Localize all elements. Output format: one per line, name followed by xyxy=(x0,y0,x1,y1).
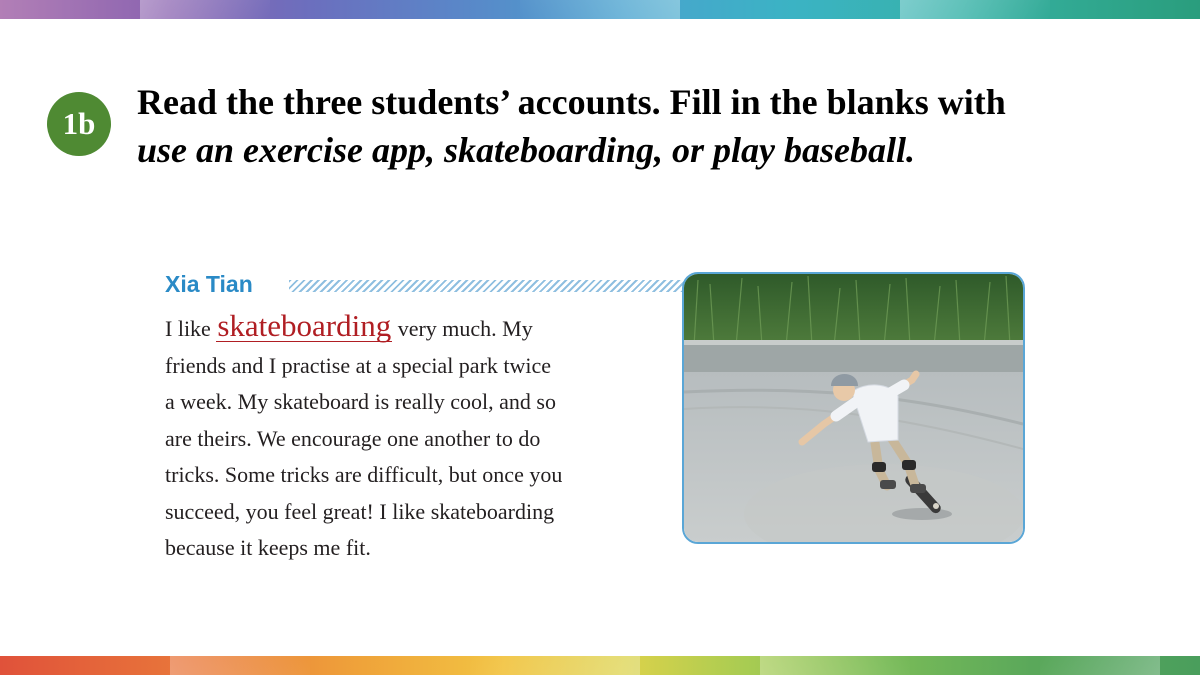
student-account-passage xyxy=(165,308,655,567)
skateboarder-photo xyxy=(682,272,1025,544)
top-decorative-band xyxy=(0,0,1200,19)
instruction-text xyxy=(137,78,1167,174)
instruction-line-1: Read the three students’ accounts. Fill in the blanks with xyxy=(137,82,1006,122)
skater-shadow xyxy=(892,508,952,520)
band-facet xyxy=(760,656,910,675)
passage-line: are theirs. We encourage one another to do xyxy=(165,425,541,451)
grass-background xyxy=(684,274,1023,346)
passage-text: I like xyxy=(165,316,217,341)
student-name: Xia Tian xyxy=(165,271,253,297)
passage-line: because it keeps me fit. xyxy=(165,535,371,560)
band-facet xyxy=(900,0,1050,19)
band-facet xyxy=(170,656,310,675)
passage-line xyxy=(165,308,655,348)
band-facet xyxy=(140,0,270,19)
instruction-line-2: use an exercise app, skateboarding, or play baseball. xyxy=(137,130,915,170)
passage-line: friends and I practise at a special park twice xyxy=(165,352,552,378)
filled-blank-answer[interactable]: skateboarding xyxy=(217,308,392,343)
passage-line: a week. My skateboard is really cool, and so xyxy=(165,389,556,414)
skater-sleeve xyxy=(892,385,904,392)
skateboarder-illustration xyxy=(684,274,1023,542)
exercise-number-badge: 1b xyxy=(47,92,111,156)
passage-line: succeed, you feel great! I like skateboarding xyxy=(165,498,555,524)
passage-line: tricks. Some tricks are difficult, but once you xyxy=(165,462,563,487)
passage-text: very much. My xyxy=(392,316,533,341)
bowl-back-wall xyxy=(684,342,1023,372)
name-hatch-decoration xyxy=(289,280,689,292)
bottom-decorative-band xyxy=(0,656,1200,675)
band-facet xyxy=(520,0,680,19)
band-facet xyxy=(470,656,640,675)
band-facet xyxy=(1040,656,1160,675)
bowl-coping xyxy=(684,340,1023,345)
